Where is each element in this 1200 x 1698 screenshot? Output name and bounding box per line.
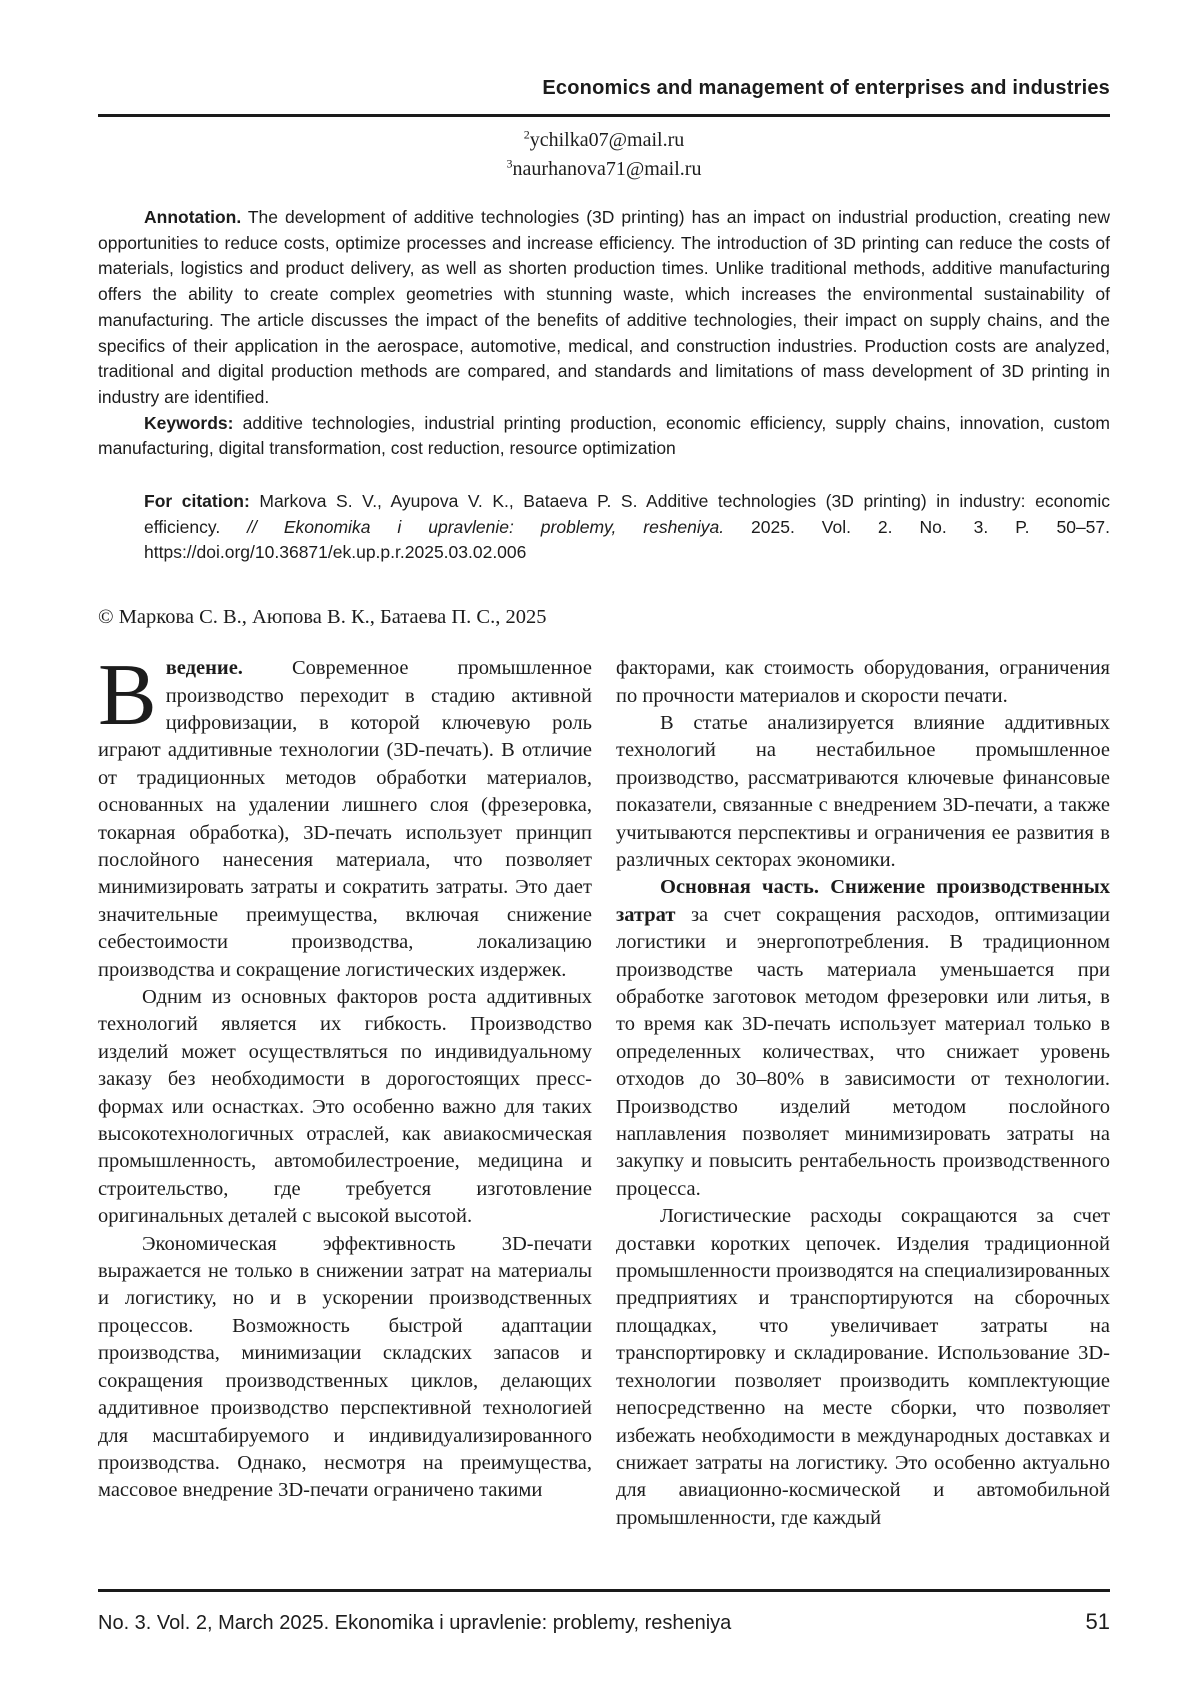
dropcap-letter: В [98, 647, 157, 745]
citation-tail: 2025. Vol. 2. No. 3. P. 50–57. https://doi.org/10.36871/ek.up.p.r.2025.03.02.006 [144, 516, 1111, 563]
header-rule [98, 114, 1110, 117]
column-right [616, 655, 1110, 1532]
body-paragraph: Экономическая эффективность 3D-печати выражается не только в снижении затрат на материалы и логистику, но и в ускорении производственных процессов. Возможность быстрой адаптации производства, минимизации складских запасов и сокращения производственных циклов, делающих аддитивное производство перспективной технологией для масштабируемого и индивидуализированного производства. Однако, несмотря на преимущества, массовое внедрение 3D-печати ограничено такими [98, 1232, 592, 1502]
page-number: 51 [1085, 1609, 1110, 1634]
email-line [98, 155, 1110, 184]
body-paragraph: Одним из основных факторов роста аддитивных технологий является их гибкость. Производство изделий может осуществляться по индивидуальному заказу без необходимости в дорогостоящих пресс-формах или оснастках. Это особенно важно для таких высокотехнологичных отраслей, как авиакосмическая промышленность, автомобилестроение, медицина и строительство, где требуется изготовление оригинальных деталей с высокой высотой. [98, 986, 592, 1228]
annotation-text: The development of additive technologies (3D printing) has an impact on industrial production, creating new opportunities to reduce costs, optimize processes and increase efficiency. The introduction of 3D printing can reduce the costs of materials, logistics and product delivery, as well as shorten production times. Unlike traditional methods, additive manufacturing offers the ability to create complex geometries with stunning waste, which increases the environmental sustainability of manufacturing. The article discusses the impact of the benefits of additive technologies, their impact on supply chains, and the specifics of their application in the aerospace, automotive, medical, and construction industries. Production costs are analyzed, traditional and digital production methods are compared, and standards and limitations of mass development of 3D printing in industry are identified. [98, 207, 1111, 407]
paragraph-lead: Основная часть. Снижение производственных затрат [616, 876, 1110, 926]
footer-rule [98, 1589, 1110, 1592]
annotation-paragraph [98, 205, 1110, 411]
keywords-label: Keywords: [144, 412, 234, 433]
email-address: naurhanova71@mail.ru [512, 158, 702, 180]
keywords-text: additive technologies, industrial printing production, economic efficiency, supply chains, innovation, custom manufacturing, digital transformation, cost reduction, resource optimization [98, 412, 1110, 459]
citation-journal: // Ekonomika i upravlenie: problemy, resheniya. [247, 516, 725, 537]
email-address: ychilka07@mail.ru [529, 129, 685, 151]
journal-info: No. 3. Vol. 2, March 2025. Ekonomika i upravlenie: problemy, resheniya [98, 1612, 732, 1634]
citation-authors: Markova S. V., Ayupova V. K., Bataeva P. S. Additive technologies (3D printing) in industry: economic efficiency. [144, 491, 1110, 537]
paragraph-lead: ведение. [165, 657, 243, 680]
email-superscript: 2 [523, 127, 530, 142]
citation-paragraph [144, 489, 1110, 566]
annotation-label: Annotation. [144, 207, 242, 227]
body-paragraph: факторами, как стоимость оборудования, ограничения по прочности материалов и скорости печати. [616, 657, 1110, 707]
body-paragraph: Логистические расходы сокращаются за счет доставки коротких цепочек. Изделия традиционной промышленности производятся на специализированных предприятиях и транспортируются на сборочных площадках, что увеличивает затраты на транспортировку и складирование. Использование 3D-технологии позволяет производить комплектующие непосредственно на месте сборки, что позволяет избежать необходимости в международных доставках и снижает затраты на логистику. Это особенно актуально для авиационно-космической и автомобильной промышленности, где каждый [616, 1205, 1110, 1529]
body-paragraph: Основная часть. Снижение производственных затрат за счет сокращения расходов, оптимизации логистики и энергопотребления. В традиционном производстве часть материала уменьшается при обработке заготовок методом фрезеровки или литья, в то время как 3D-печать использует материал только в определенных количествах, что снижает уровень отходов до 30–80% в зависимости от технологии. Производство изделий методом послойного наплавления позволяет минимизировать затраты на закупку и повысить рентабельность производственного процесса. [616, 876, 1110, 1200]
email-line [98, 126, 1110, 155]
running-title: Economics and management of enterprises and industries [542, 77, 1110, 99]
body-paragraph: Введение. Современное промышленное производство переходит в стадию активной цифровизации, в которой ключевую роль играют аддитивные технологии (3D-печать). В отличие от традиционных методов обработки материалов, основанных на удалении лишнего слоя (фрезеровка, токарная обработка), 3D-печать использует принцип послойного нанесения материала, что позволяет минимизировать затраты и сократить затраты. Это дает значительные преимущества, включая снижение себестоимости производства, локализацию производства и сокращение логистических издержек. [98, 647, 592, 981]
body-paragraph: В статье анализируется влияние аддитивных технологий на нестабильное промышленное производство, рассматриваются ключевые финансовые показатели, связанные с внедрением 3D-печати, а также учитываются перспективы и ограничения ее развития в различных секторах экономики. [616, 711, 1110, 871]
citation-label: For citation: [144, 491, 250, 512]
author-emails [98, 126, 1110, 184]
copyright-line: © Маркова С. В., Аюпова В. К., Батаева П. С., 2025 [98, 606, 547, 629]
footer-row [98, 1609, 1110, 1636]
page-footer [98, 1575, 1110, 1698]
keywords-paragraph [98, 411, 1110, 462]
email-superscript: 3 [506, 156, 513, 171]
column-left [98, 647, 592, 1532]
body-columns [98, 647, 1110, 1532]
